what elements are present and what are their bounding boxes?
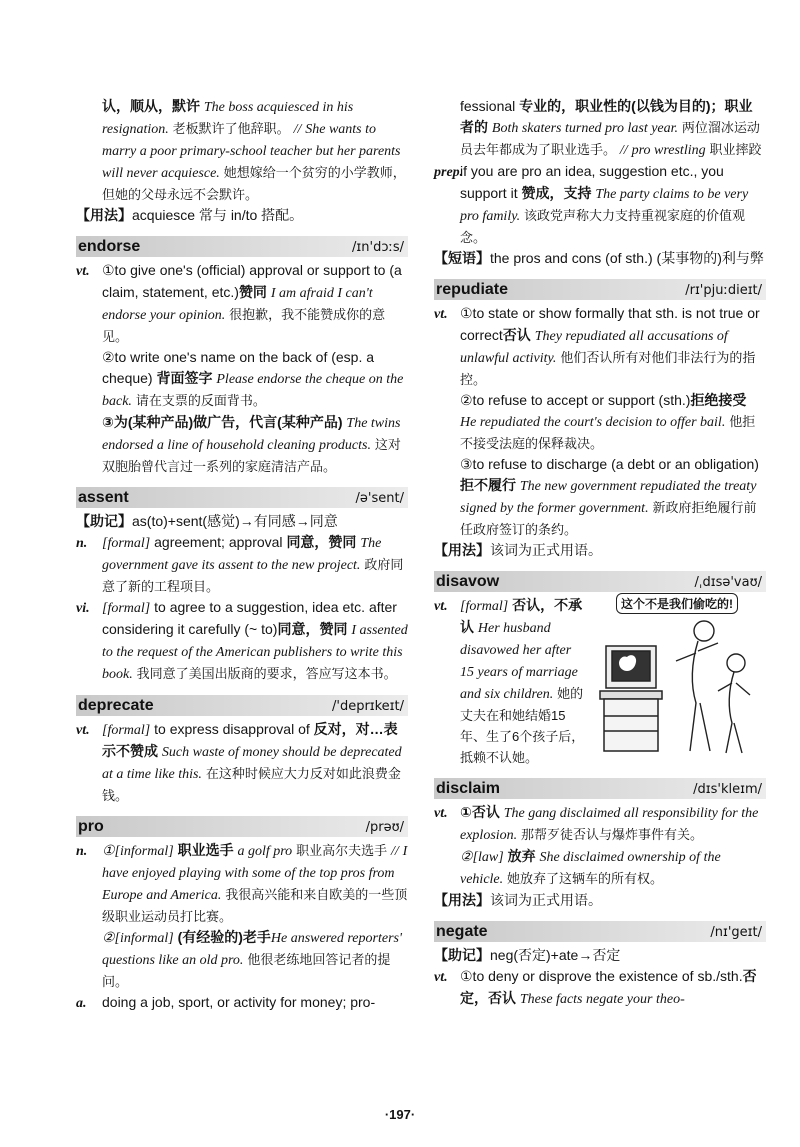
headword: disavow: [436, 573, 500, 590]
sense: vt. ①to state or show formally that sth. is not true or correct否认 They repudiated all accusations of unlawful activity. 他们否认所有对他们非法行为的指控。: [434, 305, 760, 387]
entry-acquiesce-continued: [76, 96, 408, 226]
sense: n. ①[informal] 职业选手 a golf pro 职业高尔夫选手 // I have enjoyed playing with some of the top pros from Europe and America. 我很高兴能和来自欧美的一些顶级职业运动员打比赛。: [76, 842, 408, 924]
sense: vt. ①否认 The gang disclaimed all responsibility for the explosion. 那帮歹徒否认与爆炸事件有关。: [434, 804, 759, 843]
headword-bar: [76, 816, 408, 837]
computer-icon: [600, 646, 662, 751]
pronunciation: /prəʊ/: [365, 820, 404, 835]
sense: prep.if you are pro an idea, suggestion etc., you support it 赞成，支持 The party claims to be very pro family. 该政党声称大力支持重视家庭的价值观念。: [434, 163, 749, 245]
entry-assent: [76, 487, 408, 685]
sense: vt. ①to deny or disprove the existence of sb./sth.否定，否认 These facts negate your theo-: [434, 968, 757, 1007]
headword-bar: [76, 695, 408, 716]
cartoon-illustration: [586, 591, 766, 761]
definition: 认，顺从，默许 The boss acquiesced in his resignation. 老板默许了他辞职。 // She wants to marry a poor primary-school teacher but her parents will never acquiesce. 她想嫁给一个贫穷的小学教师，但她的父母永远不会默许。: [102, 98, 406, 202]
headword: assent: [78, 489, 129, 506]
sense: vt. [formal] to express disapproval of 反对，对…表示不赞成 Such waste of money should be deprecated at a time like this. 在这种时候应大力反对如此浪费金钱。: [76, 721, 402, 803]
sense: ②[informal] (有经验的)老手He answered reporters' questions like an old pro. 他很老练地回答记者的提问。: [102, 929, 402, 989]
sense: ②[law] 放弃 She disclaimed ownership of the vehicle. 她放弃了这辆车的所有权。: [460, 848, 721, 887]
disavow-body: [434, 595, 766, 768]
pronunciation: /dɪs'kleɪm/: [693, 782, 762, 797]
entry-disavow: [434, 571, 766, 768]
headword: negate: [436, 923, 488, 940]
speech-bubble: 这个不是我们偷吃的!: [616, 593, 738, 614]
entry-deprecate: [76, 695, 408, 806]
headword-bar: [434, 778, 766, 799]
pronunciation: /nɪ'geɪt/: [710, 925, 762, 940]
sense: vi. [formal] to agree to a suggestion, idea etc. after considering it carefully (~ to)同意，赞同 I assented to the request of the American publishers to write this book. 我同意了美国出版商的要求，答应写这本书。: [76, 599, 408, 682]
pronunciation: /ˌdɪsə'vaʊ/: [694, 575, 762, 590]
page-number: ·197·: [384, 1107, 416, 1122]
cartoon-drawing: [586, 591, 766, 761]
left-column: [76, 96, 408, 1014]
entry-negate: [434, 921, 766, 1010]
headword: endorse: [78, 238, 141, 255]
mnemonic: 【助记】as(to)+sent(感觉)→有同感→同意: [76, 513, 338, 529]
headword-bar: [76, 487, 408, 508]
sense: a. doing a job, sport, or activity for money; pro-: [76, 994, 376, 1011]
usage-note: 【用法】该词为正式用语。: [434, 542, 602, 558]
pronunciation: /'deprɪkeɪt/: [331, 699, 404, 714]
sense: ②to refuse to accept or support (sth.)拒绝接受 He repudiated the court's decision to offer bail. 他拒不接受法庭的保释裁决。: [460, 392, 756, 451]
pronunciation: /rɪ'pjuːdieɪt/: [685, 283, 762, 298]
usage-note: 【用法】该词为正式用语。: [434, 892, 602, 908]
headword-bar: [434, 921, 766, 942]
figures-icon: [676, 621, 750, 753]
headword: disclaim: [436, 780, 501, 797]
headword-bar: [76, 236, 408, 257]
usage-note: 【用法】acquiesce 常与 in/to 搭配。: [76, 207, 304, 223]
mnemonic: 【助记】neg(否定)+ate→否定: [434, 947, 621, 963]
headword: repudiate: [436, 281, 509, 298]
headword: deprecate: [78, 697, 154, 714]
pronunciation: /ɪn'dɔːs/: [352, 240, 404, 255]
entry-endorse: [76, 236, 408, 477]
sense: ②to write one's name on the back of (esp. a cheque) 背面签字 Please endorse the cheque on the back. 请在支票的反面背书。: [102, 349, 404, 409]
phrase-note: 【短语】the pros and cons (of sth.) (某事物的)利与弊: [434, 250, 764, 266]
entry-pro: [76, 816, 408, 1014]
entry-disclaim: [434, 778, 766, 911]
right-column: [434, 96, 766, 1010]
pronunciation: /ə'sent/: [355, 491, 404, 506]
sense: fessional 专业的，职业性的(以钱为目的)；职业者的 Both skaters turned pro last year. 两位溜冰运动员去年都成为了职业选手。 // pro wrestling 职业摔跤: [460, 98, 762, 158]
sense: ③to refuse to discharge (a debt or an obligation) 拒不履行 The new government repudiated the treaty signed by the former government. 新政府拒绝履行前任政府签订的条约。: [460, 456, 759, 537]
headword: pro: [78, 818, 104, 835]
headword-bar: [434, 571, 766, 592]
sense: n. [formal] agreement; approval 同意，赞同 The government gave its assent to the new project. 政府同意了新的工程项目。: [76, 534, 404, 594]
entry-repudiate: [434, 279, 766, 561]
entry-pro-continued: [434, 96, 766, 269]
sense: ③为(某种产品)做广告，代言(某种产品) The twins endorsed a line of household cleaning products. 这对双胞胎曾代言过一系列的家庭清洁产品。: [102, 414, 401, 474]
sense: vt. ①to give one's (official) approval or support to (a claim, statement, etc.)赞同 I am afraid I can't endorse your opinion. 很抱歉，我不能赞成你的意见。: [76, 262, 402, 344]
headword-bar: [434, 279, 766, 300]
sense: vt. [formal] 否认，不承认 Her husband disavowed her after 15 years of marriage and six children. 她的丈夫在和她结婚15年、生了6个孩子后，抵赖不认她。: [434, 597, 585, 765]
